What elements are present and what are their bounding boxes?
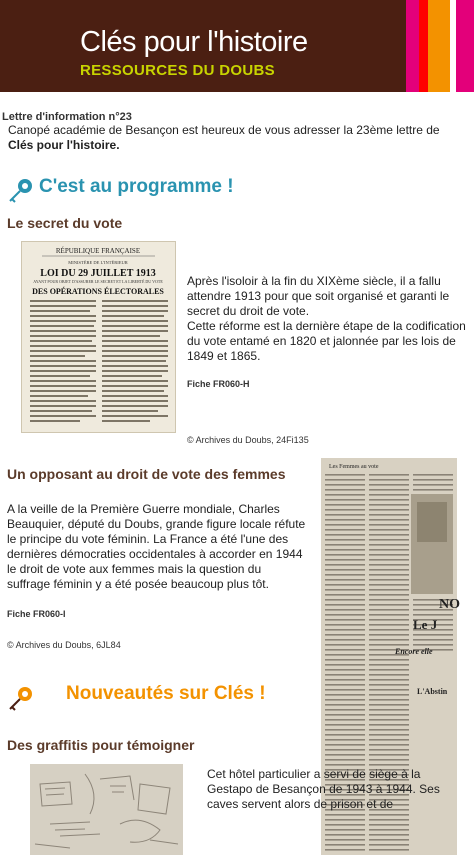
section-title: Nouveautés sur Clés ! <box>66 683 266 704</box>
fiche-link[interactable]: Fiche FR060-H <box>187 379 250 389</box>
banner-subtitle: RESSOURCES DU DOUBS <box>80 62 275 79</box>
article-body: Cet hôtel particulier a servi de siège à la Gestapo de Besançon de 1943 à 1944. Ses caves servent alors de prison et de <box>207 767 440 811</box>
article-title[interactable]: Des graffitis pour témoigner <box>7 737 195 753</box>
newspaper-fragment: Encore elle <box>395 647 433 656</box>
article-title[interactable]: Le secret du vote <box>7 215 123 231</box>
intro-sentence: Canopé académie de Besançon est heureux de vous adresser la 23ème lettre de <box>8 123 440 137</box>
poster-headline: DES OPÉRATIONS ÉLECTORALES <box>32 287 164 296</box>
poster-header: RÉPUBLIQUE FRANÇAISE <box>55 247 141 255</box>
graffiti-image[interactable] <box>30 764 183 855</box>
key-icon <box>6 176 36 209</box>
key-icon <box>6 684 36 717</box>
newsletter-number: Lettre d'information n°23 <box>2 111 132 123</box>
poster-image[interactable] <box>21 241 176 433</box>
poster-law: LOI DU 29 JUILLET 1913 <box>40 268 156 279</box>
section-title: C'est au programme ! <box>39 176 234 197</box>
fiche-link[interactable]: Fiche FR060-I <box>7 609 66 619</box>
banner-stripe <box>406 0 419 92</box>
newspaper-fragment: L'Abstin <box>417 687 448 696</box>
article-body: Après l'isoloir à la fin du XIXème siècle, il a fallu attendre 1913 pour que soit organisé et garanti le secret du droit de vote. Cette réforme est la dernière étape de la codification du vote entamé en 1820 et jalonnée par les lois de 1849 et 1865. <box>187 274 466 363</box>
banner-stripe <box>428 0 450 92</box>
newspaper-fragment: Le J <box>413 617 438 632</box>
image-credit: © Archives du Doubs, 24Fi135 <box>187 435 309 445</box>
image-credit: © Archives du Doubs, 6JL84 <box>7 640 121 650</box>
banner-stripe <box>419 0 428 92</box>
poster-ministry: MINISTÈRE DE L'INTÉRIEUR <box>68 260 128 265</box>
intro-text <box>8 123 468 153</box>
article-title[interactable]: Un opposant au droit de vote des femmes <box>7 466 286 482</box>
newspaper-fragment: NO <box>439 597 460 612</box>
banner-title: Clés pour l'histoire <box>80 26 308 58</box>
banner-stripe <box>456 0 474 92</box>
poster-subtitle: AYANT POUR OBJET D'ASSURER LE SECRET ET LA LIBERTÉ DU VOTE <box>33 279 163 284</box>
article-body: A la veille de la Première Guerre mondiale, Charles Beauquier, député du Doubs, grande figure locale réfute le principe du vote féminin. La France a été l'une des dernières démocraties occidentales à accorder en 1944 le droit de vote aux femmes mais la question du suffrage féminin y a été posée beaucoup plus tôt. <box>7 502 306 591</box>
header-banner <box>0 0 474 92</box>
intro-highlight: Clés pour l'histoire. <box>8 138 120 152</box>
newspaper-headline: Les Femmes au vote <box>329 464 379 470</box>
